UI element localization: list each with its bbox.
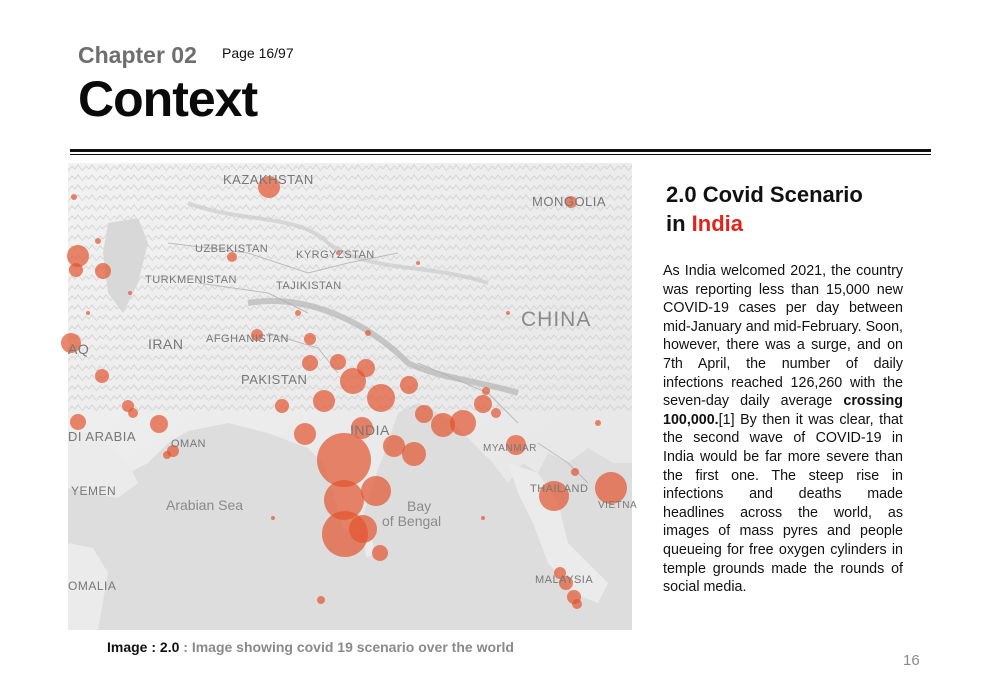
section-heading-line2 — [666, 209, 916, 238]
bubble — [367, 384, 395, 412]
bubble — [163, 451, 171, 459]
page-reference: Page 16/97 — [222, 45, 294, 61]
covid-bubble-map — [68, 163, 638, 630]
map-label-india: INDIA — [350, 422, 390, 438]
bubble — [317, 433, 371, 487]
chapter-label: Chapter 02 — [78, 42, 197, 68]
page-title: Context — [78, 71, 258, 127]
section-heading — [666, 180, 916, 238]
title-divider-thick — [70, 149, 931, 152]
map-label-pakistan: PAKISTAN — [241, 372, 308, 387]
caption-text: : Image showing covid 19 scenario over the world — [179, 639, 514, 655]
bubble — [295, 310, 301, 316]
map-label-mongolia: MONGOLIA — [532, 194, 607, 209]
bubble — [70, 414, 86, 430]
bubble — [402, 442, 426, 466]
map-label-saudi-arabia: DI ARABIA — [68, 429, 137, 444]
section-heading-prefix: in — [666, 211, 692, 236]
map-label-oman: OMAN — [171, 438, 206, 450]
bubble — [400, 376, 418, 394]
bubble — [365, 330, 371, 336]
body-text-bold: crossing 100,000. — [663, 393, 903, 428]
section-heading-line1: 2.0 Covid Scenario — [666, 182, 863, 207]
map-label-uzbekistan: UZBEKISTAN — [195, 243, 269, 255]
body-paragraph — [663, 262, 903, 597]
bubble — [95, 263, 111, 279]
bubble — [128, 291, 132, 295]
bubble — [86, 311, 90, 315]
bubble — [302, 355, 318, 371]
bubble — [150, 415, 168, 433]
bubble — [474, 395, 492, 413]
bubble — [330, 354, 346, 370]
bubble — [481, 516, 485, 520]
body-text-before: As India welcomed 2021, the country was reporting less than 15,000 new COVID-19 cases per day between mid-January and mid-February. Soon, however, there was a surge, and on 7th April, the number of daily infections reached 126,260 with the seven-day daily average — [663, 263, 903, 410]
section-heading-accent: India — [691, 211, 744, 236]
bubble — [128, 408, 138, 418]
image-caption — [107, 639, 514, 655]
map-label-bay-of-bengal-line1: Bay — [407, 498, 432, 514]
bubble — [571, 468, 579, 476]
map-label-yemen: YEMEN — [71, 484, 117, 498]
title-divider-thin — [70, 154, 931, 155]
bubble — [294, 423, 316, 445]
map-label-afghanistan: AFGHANISTAN — [206, 333, 289, 345]
bubble — [95, 238, 101, 244]
map-label-vietnam: VIETNA — [598, 500, 638, 511]
bubble — [313, 390, 335, 412]
map-label-malaysia: MALAYSIA — [535, 574, 594, 586]
bubble — [506, 311, 510, 315]
bubble — [383, 435, 405, 457]
bubble — [271, 516, 275, 520]
bubble — [572, 599, 582, 609]
bubble — [349, 515, 377, 543]
page-number: 16 — [903, 652, 920, 669]
map-label-iran: IRAN — [148, 336, 184, 352]
bubble — [69, 263, 83, 277]
map-label-kazakhstan: KAZAKHSTAN — [223, 172, 314, 187]
bubble — [95, 369, 109, 383]
map-label-myanmar: MYANMAR — [483, 443, 537, 454]
bubble — [491, 408, 501, 418]
bubble — [275, 399, 289, 413]
bubble — [595, 420, 601, 426]
map-label-china: CHINA — [521, 308, 592, 331]
bubble — [482, 387, 490, 395]
bubble — [415, 405, 433, 423]
map-graphic — [68, 163, 632, 630]
map-label-tajikistan: TAJIKISTAN — [276, 280, 342, 292]
map-label-thailand: THAILAND — [530, 483, 589, 495]
map-label-somalia: OMALIA — [68, 579, 117, 593]
bubble — [372, 545, 388, 561]
map-label-kyrgyzstan: KYRGYZSTAN — [296, 249, 375, 261]
bubble — [304, 333, 316, 345]
body-text-after: [1] By then it was clear, that the second wave of COVID-19 in India would be far more severe than the first one. The steep rise in infections and deaths made headlines across the world, as images of mass pyres and people queueing for free oxygen cylinders in temple grounds made the rounds of social media. — [663, 411, 903, 596]
bubble — [71, 194, 77, 200]
bubble — [317, 596, 325, 604]
caption-label: Image : 2.0 — [107, 639, 180, 655]
bubble — [450, 410, 476, 436]
bubble — [357, 359, 375, 377]
bubble — [416, 261, 420, 265]
map-label-bay-of-bengal-line2: of Bengal — [382, 513, 442, 529]
map-label-arabian-sea: Arabian Sea — [166, 497, 244, 513]
bubble — [361, 476, 391, 506]
map-label-iraq: AQ — [68, 341, 90, 357]
map-label-turkmenistan: TURKMENISTAN — [145, 274, 237, 286]
